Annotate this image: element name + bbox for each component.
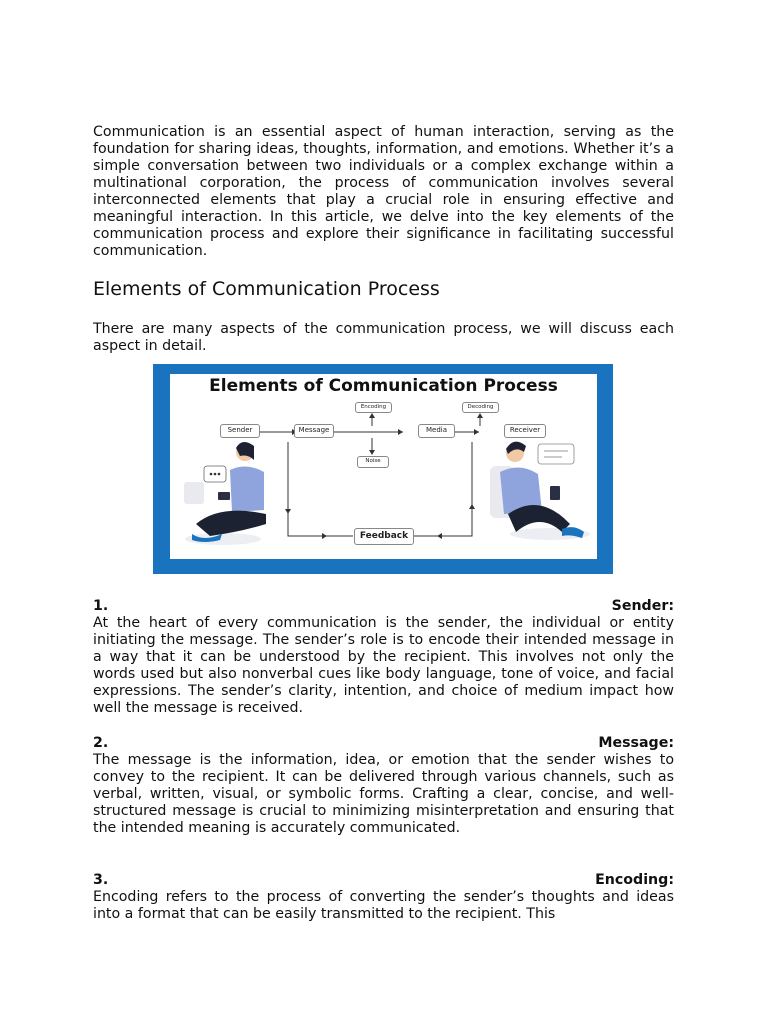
section-title: Sender:	[611, 598, 674, 614]
noise-node: Noise	[357, 456, 389, 468]
section-body: Encoding refers to the process of converting the sender’s thoughts and ideas into a format that can be easily transmitted to the recipient. This	[93, 889, 674, 922]
section-body: The message is the information, idea, or emotion that the sender wishes to convey to the recipient. It can be delivered through various channels, such as verbal, written, visual, or symbolic forms. Crafting a clear, concise, and well-structured message is crucial to minimizing misinterpretation and ensuring that the intended meaning is accurately communicated.	[93, 752, 674, 836]
figure-canvas	[170, 374, 597, 559]
message-node: Message	[294, 424, 334, 438]
feedback-node: Feedback	[354, 528, 414, 545]
media-node: Media	[418, 424, 455, 438]
section-title: Message:	[598, 735, 674, 751]
section-title: Encoding:	[595, 872, 674, 888]
lead-paragraph: There are many aspects of the communication process, we will discuss each aspect in detail.	[93, 321, 674, 354]
feedback-right-line	[402, 442, 472, 536]
decoding-node: Decoding	[462, 402, 499, 413]
receiver-node: Receiver	[504, 424, 546, 438]
section-heading: Elements of Communication Process	[93, 278, 440, 300]
sender-node: Sender	[220, 424, 260, 438]
section-number: 3.	[93, 872, 109, 888]
receiver-illustration	[490, 442, 590, 540]
sender-illustration	[184, 442, 266, 545]
section-body: At the heart of every communication is the sender, the individual or entity initiating the message. The sender’s role is to encode their intended message in a way that it can be understood by the recipient. This involves not only the words used but also nonverbal cues like body language, tone of voice, and facial expressions. The sender’s clarity, intention, and choice of medium impact how well the message is received.	[93, 615, 674, 716]
section-message	[93, 735, 674, 837]
encoding-node: Encoding	[355, 402, 392, 413]
communication-process-figure	[153, 364, 613, 574]
figure-title: Elements of Communication Process	[209, 376, 558, 396]
section-number: 1.	[93, 598, 109, 614]
section-sender	[93, 598, 674, 717]
feedback-left-line	[288, 442, 353, 536]
section-number: 2.	[93, 735, 109, 751]
section-encoding	[93, 872, 674, 923]
article-intro-block	[93, 124, 674, 355]
intro-paragraph: Communication is an essential aspect of human interaction, serving as the foundation for sharing ideas, thoughts, information, and emotions. Whether it’s a simple conversation between two individuals or a complex exchange within a multinational corporation, the process of communication involves several interconnected elements that play a crucial role in ensuring effective and meaningful interaction. In this article, we delve into the key elements of the communication process and explore their significance in facilitating successful communication.	[93, 124, 674, 259]
